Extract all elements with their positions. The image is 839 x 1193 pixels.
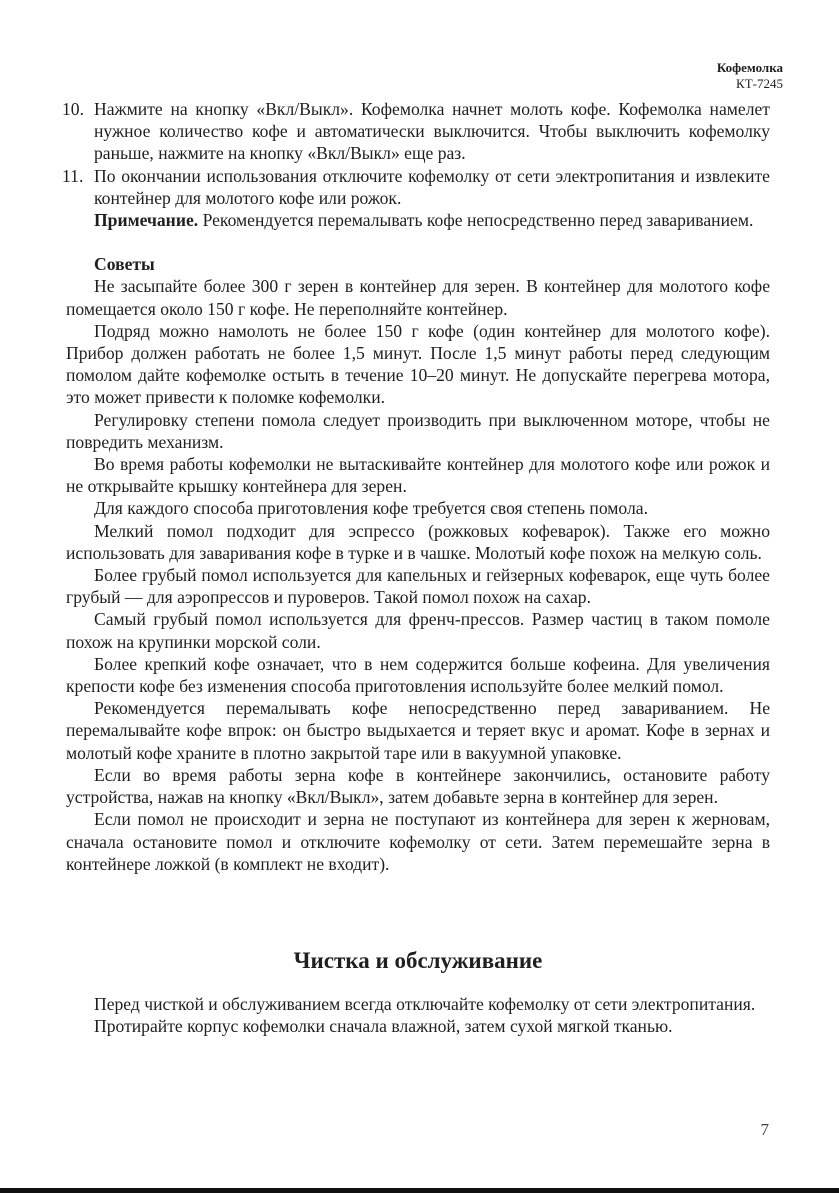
header-product-name: Кофемолка — [716, 60, 783, 75]
step-number: 11. — [62, 165, 84, 186]
tips-paragraph: Подряд можно намолоть не более 150 г кофе (один контейнер для молотого кофе). Прибор должен работать не более 1,5 минут. После 1,5 минут работы перед следующим помолом дайте кофемолке остыть в течение 10–20 минут. Не допускайте перегрева мотора, это может привести к поломке кофемолки. — [66, 320, 770, 408]
bottom-edge-divider — [0, 1188, 839, 1193]
tips-paragraph: Рекомендуется перемалывать кофе непосредственно перед завариванием. Не перемалывайте кофе впрок: он быстро выдыхается и теряет вкус и аромат. Кофе в зернах и молотый кофе храните в плотно закрытой таре или в вакуумной упаковке. — [66, 698, 770, 763]
tips-heading: Советы — [94, 254, 155, 275]
step-text: По окончании использования отключите кофемолку от сети электропитания и извлеките контейнер для молотого кофе или рожок. — [94, 165, 770, 208]
cleaning-paragraph: Протирайте корпус кофемолки сначала влажной, затем сухой мягкой тканью. — [94, 1016, 673, 1037]
tips-paragraph: Если помол не происходит и зерна не поступают из контейнера для зерен к жерновам, сначала остановите помол и отключите кофемолку от сети. Затем перемешайте зерна в контейнере ложкой (в комплект не входит). — [66, 809, 770, 874]
cleaning-paragraph: Перед чисткой и обслуживанием всегда отключайте кофемолку от сети электропитания. — [94, 993, 756, 1014]
page-number: 7 — [760, 1120, 769, 1139]
tips-paragraph: Во время работы кофемолки не вытаскивайте контейнер для молотого кофе или рожок и не открывайте крышку контейнера для зерен. — [66, 454, 770, 497]
step-number: 10. — [62, 99, 84, 119]
tips-paragraph: Для каждого способа приготовления кофе требуется своя степень помола. — [94, 498, 648, 519]
instruction-step — [62, 165, 770, 209]
tips-paragraph: Мелкий помол подходит для эспрессо (рожковых кофеварок). Также его можно использовать для заваривания кофе в турке и в чашке. Молотый кофе похож на мелкую соль. — [66, 520, 770, 563]
tips-paragraph: Самый грубый помол используется для френч-прессов. Размер частиц в таком помоле похож на крупинки морской соли. — [66, 609, 770, 652]
step-text: Нажмите на кнопку «Вкл/Выкл». Кофемолка начнет молоть кофе. Кофемолка намелет нужное количество кофе и автоматически выключится. Чтобы выключить кофемолку раньше, нажмите на кнопку «Вкл/Выкл» еще раз. — [94, 99, 770, 164]
tips-paragraph: Не засыпайте более 300 г зерен в контейнер для зерен. В контейнер для молотого кофе помещается около 150 г кофе. Не переполняйте контейнер. — [66, 276, 770, 319]
note-text: Рекомендуется перемалывать кофе непосредственно перед завариванием. — [198, 210, 754, 231]
page-header — [717, 60, 783, 92]
note-paragraph — [66, 209, 770, 231]
document-body — [62, 98, 770, 1037]
section-heading-cleaning: Чистка и обслуживание — [293, 947, 543, 973]
tips-paragraph: Регулировку степени помола следует производить при выключенном моторе, чтобы не повредить механизм. — [66, 409, 770, 452]
tips-paragraph: Более грубый помол используется для капельных и гейзерных кофеварок, еще чуть более грубый — для аэропрессов и пуроверов. Такой помол похож на сахар. — [66, 565, 770, 608]
tips-paragraph: Более крепкий кофе означает, что в нем содержится больше кофеина. Для увеличения крепости кофе без изменения способа приготовления используйте более мелкий помол. — [66, 653, 770, 697]
tips-paragraph: Если во время работы зерна кофе в контейнере закончились, остановите работу устройства, нажав на кнопку «Вкл/Выкл», затем добавьте зерна в контейнер для зерен. — [66, 764, 770, 808]
note-label: Примечание. — [94, 210, 199, 231]
instruction-step — [62, 98, 770, 165]
header-model-number: КТ-7245 — [736, 76, 783, 91]
